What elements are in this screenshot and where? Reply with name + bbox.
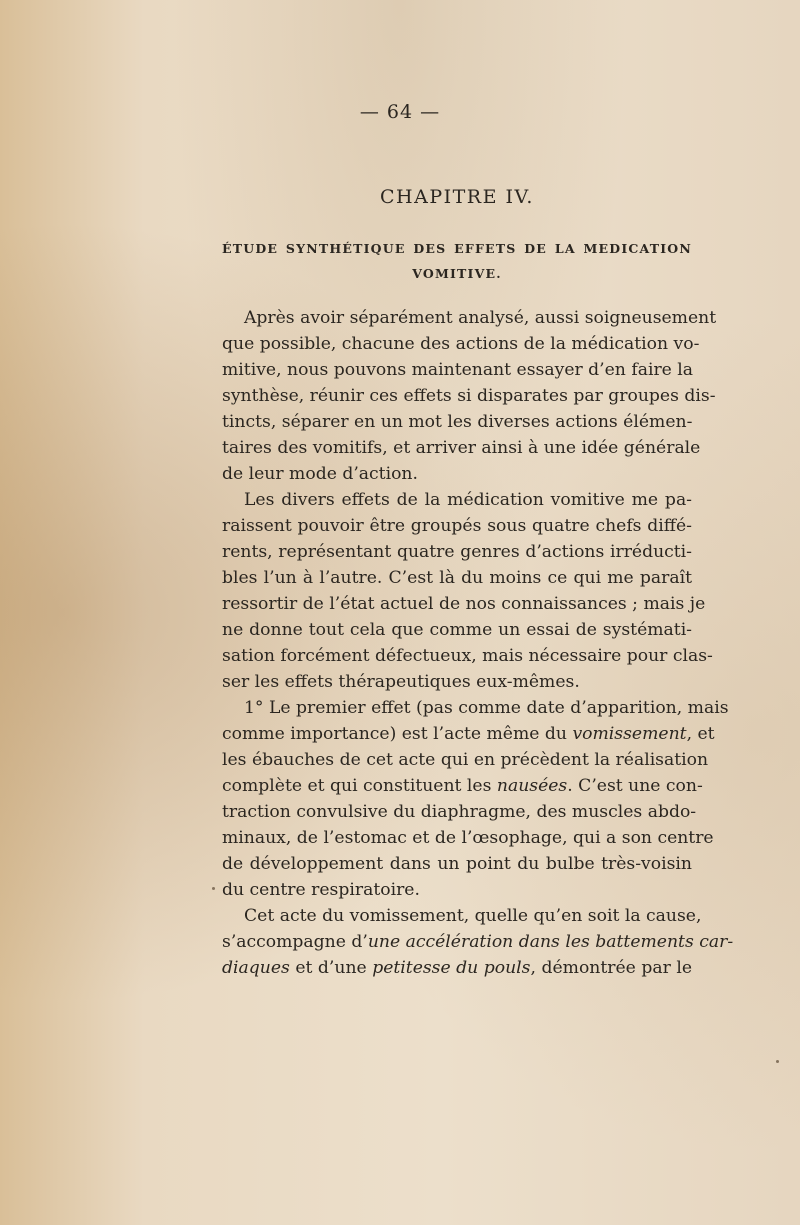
italic-term: petitesse du pouls: [372, 958, 531, 978]
italic-term: nausées: [496, 776, 568, 796]
text-line: du centre respiratoire.: [222, 880, 420, 900]
text-run: , démontrée par le: [530, 958, 692, 978]
text-line: les ébauches de cet acte qui en précèdent la réalisation: [222, 750, 709, 770]
text-line: [222, 721, 715, 747]
body-text: [222, 305, 734, 981]
text-line: synthèse, réunir ces effets si disparates par groupes dis-: [222, 386, 716, 406]
text-run: , et: [686, 724, 715, 744]
text-line: bles l’un à l’autre. C’est là du moins ce qui me paraît: [222, 568, 692, 588]
text-line: que possible, chacune des actions de la médication vo-: [222, 334, 700, 354]
subtitle-line-2: VOMITIVE.: [412, 266, 502, 281]
text-line: traction convulsive du diaphragme, des muscles abdo-: [222, 802, 697, 822]
text-line: Les divers effets de la médication vomitive me pa-: [244, 490, 692, 510]
text-line: tincts, séparer en un mot les diverses actions élémen-: [222, 412, 693, 432]
text-run: s’accompagne d’: [222, 932, 368, 952]
text-line: rents, représentant quatre genres d’actions irréducti-: [222, 542, 692, 562]
text-run: et d’une: [289, 958, 373, 978]
text-line: sation forcément défectueux, mais nécessaire pour clas-: [222, 646, 713, 666]
paper-speck: [776, 1060, 779, 1063]
text-line: raissent pouvoir être groupés sous quatre chefs diffé-: [222, 516, 692, 536]
chapter-title: CHAPITRE IV.: [380, 186, 534, 208]
text-run: comme importance) est l’acte même du: [222, 724, 573, 744]
text-run: . C’est une con-: [567, 776, 703, 796]
text-run: complète et qui constituent les: [222, 776, 497, 796]
text-line: taires des vomitifs, et arriver ainsi à une idée générale: [222, 438, 701, 458]
paper-speck: [212, 887, 215, 890]
text-line: ser les effets thérapeutiques eux-mêmes.: [222, 672, 580, 692]
text-line: [222, 929, 734, 955]
chapter-subtitle: [222, 236, 692, 286]
text-line: [222, 955, 692, 981]
text-line: [222, 773, 703, 799]
text-line: Cet acte du vomissement, quelle qu’en soit la cause,: [244, 906, 702, 926]
text-line: ne donne tout cela que comme un essai de systémati-: [222, 620, 692, 640]
page-number: — 64 —: [359, 101, 441, 123]
italic-term: diaques: [222, 958, 290, 978]
text-line: Après avoir séparément analysé, aussi soigneusement: [244, 308, 717, 328]
text-line: de développement dans un point du bulbe très-voisin: [222, 854, 692, 874]
text-line: ressortir de l’état actuel de nos connaissances ; mais je: [222, 594, 706, 614]
text-line: de leur mode d’action.: [222, 464, 418, 484]
subtitle-line-1: ÉTUDE SYNTHÉTIQUE DES EFFETS DE LA MEDICATION: [222, 241, 692, 256]
text-line: mitive, nous pouvons maintenant essayer d’en faire la: [222, 360, 694, 380]
text-line: 1° Le premier effet (pas comme date d’apparition, mais: [244, 698, 729, 718]
italic-term: une accélération dans les battements car-: [367, 932, 734, 952]
text-line: minaux, de l’estomac et de l’œsophage, qui a son centre: [222, 828, 714, 848]
italic-term: vomissement: [572, 724, 687, 744]
